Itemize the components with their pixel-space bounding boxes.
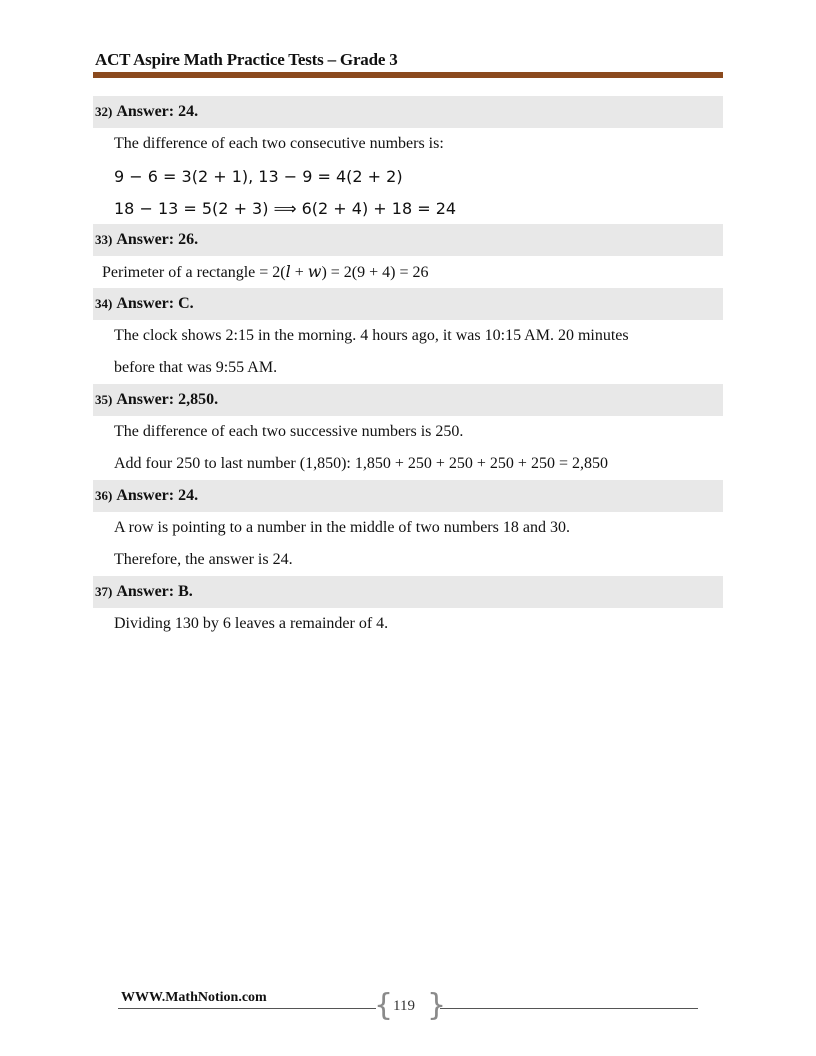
question-number: 34) <box>95 296 113 311</box>
question-number: 33) <box>95 232 113 247</box>
answer-block-36 <box>93 480 723 576</box>
answer-label: Answer: 2,850. <box>116 391 219 408</box>
page-number: 119 <box>393 998 415 1014</box>
explanation-line: Perimeter of a rectangle = 2(𝑙 + 𝑤) = 2(9 + 4) = 26 <box>102 264 429 281</box>
question-number: 32) <box>95 104 113 119</box>
answer-label: Answer: 24. <box>116 103 199 120</box>
equation-line: 9 − 6 = 3(2 + 1), 13 − 9 = 4(2 + 2) <box>114 166 403 186</box>
left-bracket-icon: { <box>374 988 394 1023</box>
answer-header <box>93 96 723 128</box>
answer-header <box>93 576 723 608</box>
right-bracket-icon: } <box>427 988 447 1023</box>
answer-list <box>93 96 723 640</box>
page-header-title: ACT Aspire Math Practice Tests – Grade 3 <box>95 50 398 69</box>
header-divider <box>93 72 723 78</box>
question-number: 36) <box>95 488 113 503</box>
answer-block-37 <box>93 576 723 640</box>
footer-divider-left <box>118 1008 376 1009</box>
footer-website: WWW.MathNotion.com <box>121 990 267 1005</box>
answer-header <box>93 480 723 512</box>
explanation-line: Dividing 130 by 6 leaves a remainder of 4. <box>114 615 389 632</box>
explanation-line: The clock shows 2:15 in the morning. 4 hours ago, it was 10:15 AM. 20 minutes <box>114 327 629 344</box>
answer-header <box>93 384 723 416</box>
explanation-line: The difference of each two successive numbers is 250. <box>114 423 464 440</box>
answer-header <box>93 288 723 320</box>
answer-block-35 <box>93 384 723 480</box>
question-number: 35) <box>95 392 113 407</box>
equation-line: 18 − 13 = 5(2 + 3) ⟹ 6(2 + 4) + 18 = 24 <box>114 198 457 218</box>
answer-label: Answer: 24. <box>116 487 199 504</box>
answer-label: Answer: C. <box>116 295 194 312</box>
explanation-line: A row is pointing to a number in the middle of two numbers 18 and 30. <box>114 519 570 536</box>
answer-block-33 <box>93 224 723 288</box>
explanation-line: The difference of each two consecutive numbers is: <box>114 135 444 152</box>
answer-header <box>93 224 723 256</box>
explanation-line: Add four 250 to last number (1,850): 1,850 + 250 + 250 + 250 + 250 = 2,850 <box>114 455 608 472</box>
answer-label: Answer: 26. <box>116 231 199 248</box>
question-number: 37) <box>95 584 113 599</box>
answer-block-34 <box>93 288 723 384</box>
footer-divider-right <box>440 1008 698 1009</box>
explanation-line: before that was 9:55 AM. <box>114 359 278 376</box>
answer-label: Answer: B. <box>116 583 193 600</box>
explanation-line: Therefore, the answer is 24. <box>114 551 293 568</box>
answer-block-32 <box>93 96 723 224</box>
